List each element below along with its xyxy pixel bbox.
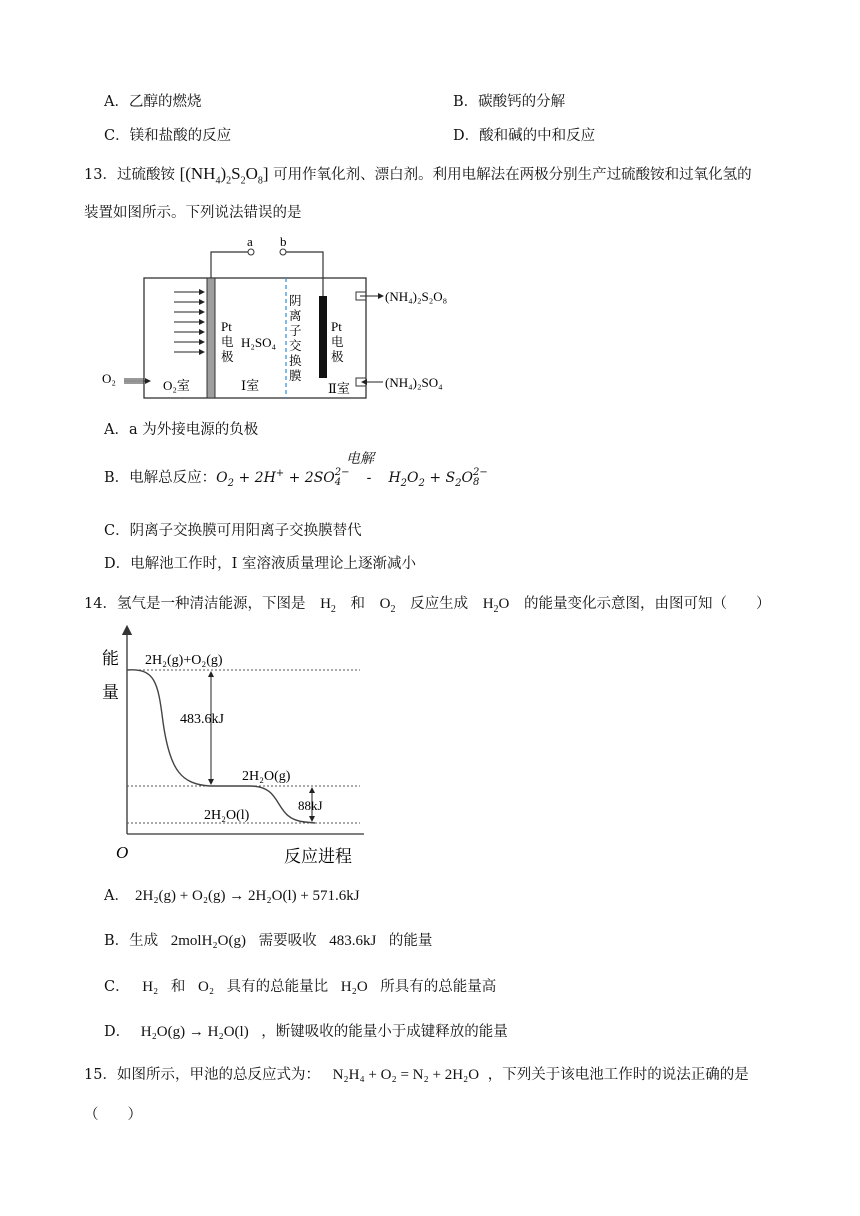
q14-option-b: B．生成 2molH₂O(g) 需要吸收 483.6kJ 的能量 (104, 933, 433, 949)
q13-option-d: D．电解池工作时，I 室溶液质量理论上逐渐减小 (104, 556, 416, 572)
gap1-label: 483.6kJ (180, 712, 224, 727)
membrane-char-1: 阴 (289, 294, 302, 308)
energy-diagram (100, 622, 370, 872)
q13-stem-line1 (84, 163, 752, 186)
q12-option-c: C．镁和盐酸的反应 (104, 128, 232, 144)
top-outlet-label: (NH₄)₂S₂O₈ (385, 289, 448, 304)
electrolysis-condition: 电解 (346, 451, 374, 467)
h2so4-label: H₂SO₄ (241, 335, 277, 350)
q13-formula: $[(NH_4)_2S_2O_8]$ (179, 164, 269, 187)
right-electrode-char2: 极 (331, 350, 344, 364)
right-electrode-char1: 电 (331, 335, 344, 349)
reactant-label: 2H₂(g)+O₂(g) (145, 653, 223, 668)
q13-number: 13． (84, 167, 117, 183)
electrolysis-diagram (100, 232, 470, 402)
membrane-char-4: 交 (289, 339, 302, 353)
q15-answer-paren: （ ） (84, 1107, 142, 1123)
q13-option-a: A．a 为外接电源的负极 (104, 422, 259, 438)
q14-option-c: C． H₂ 和 O₂ 具有的总能量比 H₂O 所具有的总能量高 (104, 979, 497, 995)
membrane-char-3: 子 (289, 324, 302, 338)
gas-water-label: 2H₂O(g) (242, 769, 291, 784)
right-pt-electrode (319, 296, 327, 378)
room-2-label: Ⅱ室 (328, 381, 350, 396)
q14-option-a: A． 2H₂(g) + O₂(g) → 2H₂O(l) + 571.6kJ (104, 888, 360, 904)
q13-stem-line2: 装置如图所示。下列说法错误的是 (84, 205, 302, 221)
membrane-char-5: 换 (289, 354, 302, 368)
wire-a (211, 252, 248, 278)
q14-option-d: D． H₂O(g) → H₂O(l) ，断键吸收的能量小于成键释放的能量 (104, 1024, 508, 1040)
o2-inlet-label: O₂ (102, 371, 116, 386)
left-electrode-char2: 极 (221, 350, 234, 364)
q15-stem-line1: 15．如图所示，甲池的总反应式为： N₂H₄ + O₂ = N₂ + 2H₂O ，下列关于该电池工作时的说法正确的是 (84, 1067, 749, 1083)
right-pt-label: Pt (331, 319, 342, 334)
q12-option-a: A．乙醇的燃烧 (104, 94, 202, 110)
origin-label: O (116, 843, 129, 862)
liquid-water-label: 2H₂O(l) (204, 808, 250, 823)
q13-stem-post: 可用作氧化剂、漂白剂。利用电解法在两极分别生产过硫酸铵和过氧化氢的 (273, 167, 752, 183)
left-pt-label: Pt (221, 319, 232, 334)
q13-option-b: B．电解总反应：$O_2 + 2H^+ + 2SO$ 2− 4 电解 ‐ $H_2O_2 + S_2O$ 2− 8 (104, 466, 488, 488)
label-a: a (247, 234, 253, 249)
q13-stem-pre: 过硫酸铵 (116, 167, 175, 183)
q14-stem: 14．氢气是一种清洁能源，下图是 $H_2$ 和 $O_2$ 反应生成 $H_2O$ 的能量变化示意图，由图可知（ ） (84, 596, 771, 615)
left-pt-electrode (207, 278, 215, 398)
terminal-a (248, 249, 254, 255)
x-axis-label: 反应进程 (284, 847, 352, 866)
o2-flow-arrows (174, 292, 204, 352)
y-axis-label-2: 量 (102, 683, 119, 702)
wire-b (286, 252, 323, 296)
room-1-label: Ⅰ室 (241, 378, 260, 393)
q13-option-c: C．阴离子交换膜可用阳离子交换膜替代 (104, 523, 362, 539)
membrane-char-2: 离 (289, 309, 302, 323)
energy-curve (127, 670, 315, 823)
q12-option-b: B．碳酸钙的分解 (453, 94, 566, 110)
membrane-char-6: 膜 (289, 369, 302, 383)
gap2-label: 88kJ (298, 798, 323, 813)
left-electrode-char1: 电 (221, 335, 234, 349)
q12-option-d: D．酸和碱的中和反应 (453, 128, 596, 144)
label-b: b (280, 234, 287, 249)
o2-room-label: O₂室 (163, 378, 190, 393)
terminal-b (280, 249, 286, 255)
y-axis-label-1: 能 (102, 649, 119, 668)
bottom-inlet-label: (NH₄)₂SO₄ (385, 375, 443, 390)
